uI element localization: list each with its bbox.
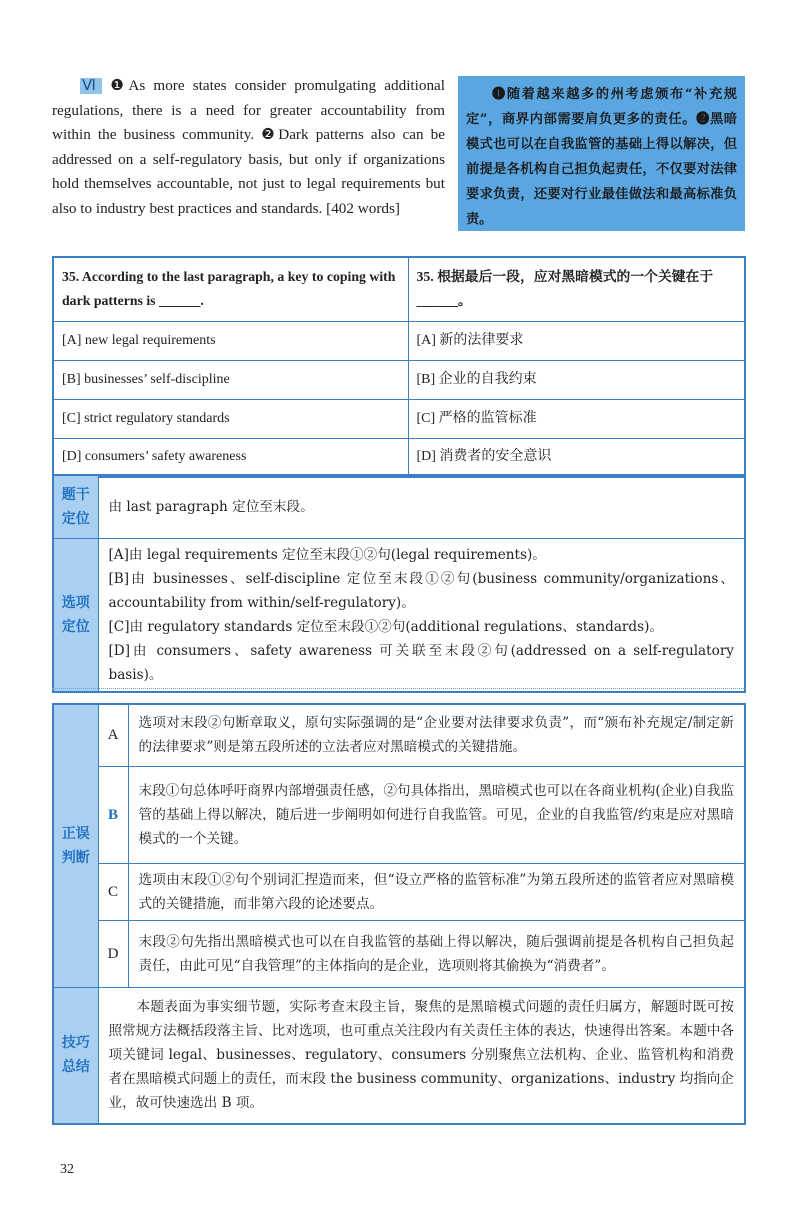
judge-text: 选项对末段②句断章取义，原句实际强调的是“企业要对法律要求负责”，而“颁布补充规定/制定新的法律要求”则是第五段所述的立法者应对黑暗模式的关键措施。 (128, 704, 745, 766)
option-d-en: [D] consumers’ safety awareness (53, 438, 408, 477)
judgement-label: 正误判断 (53, 704, 98, 987)
passage-english (52, 74, 445, 221)
option-a-en: [A] new legal requirements (53, 321, 408, 360)
locate-line: [B]由 businesses、self-discipline 定位至末段①②句(business community/organizations、accountability from within/self-regulatory)。 (108, 570, 734, 611)
judge-letter-correct: B (98, 766, 128, 863)
question-en: 35. According to the last paragraph, a key to coping with dark patterns is ______. (53, 257, 408, 321)
section-mark: Ⅵ (82, 78, 101, 94)
judge-letter: A (98, 704, 128, 766)
option-locate-text (98, 538, 745, 692)
judge-letter: C (98, 863, 128, 920)
option-locate-label: 选项定位 (53, 538, 98, 692)
option-d-cn: [D] 消费者的安全意识 (408, 438, 745, 477)
option-c-cn: [C] 严格的监管标准 (408, 399, 745, 438)
locate-line: [A]由 legal requirements 定位至末段①②句(legal requirements)。 (108, 546, 546, 563)
option-a-cn: [A] 新的法律要求 (408, 321, 745, 360)
tips-text: 本题表面为事实细节题，实际考查末段主旨，聚焦的是黑暗模式问题的责任归属方，解题时既可按照常规方法概括段落主旨、比对选项，也可重点关注段内有关责任主体的表达，快速得出答案。本题中各项关键词 legal、businesses、regulatory、consumers 分别聚焦立法机构、企业、监管机构和消费者在黑暗模式问题上的责任，而末段 the business community、organizations、industry 均指向企业，故可快速选出 B 项。 (98, 987, 745, 1124)
page-number: 32 (60, 1162, 74, 1177)
locate-table (52, 474, 746, 693)
tips-label: 技巧总结 (53, 987, 98, 1124)
option-b-cn: [B] 企业的自我约束 (408, 360, 745, 399)
locate-line: [D]由 consumers、safety awareness 可关联至末段②句(addressed on a self-regulatory basis)。 (108, 642, 734, 683)
passage-translation: ❶随着越来越多的州考虑颁布“补充规定”，商界内部需要肩负更多的责任。❷黑暗模式也可以在自我监管的基础上得以解决，但前提是各机构自己担负起责任，不仅要对法律要求负责，还要对行业最佳做法和最高标准负责。 (458, 76, 745, 231)
stem-locate-label: 题干定位 (53, 475, 98, 538)
locate-line: [C]由 regulatory standards 定位至末段①②句(additional regulations、standards)。 (108, 618, 664, 635)
judge-text: 末段①句总体呼吁商界内部增强责任感，②句具体指出，黑暗模式也可以在各商业机构(企业)自我监管的基础上得以解决，随后进一步阐明如何进行自我监管。可见，企业的自我监管/约束是应对黑暗模式的一个关键。 (128, 766, 745, 863)
judgement-table (52, 703, 746, 1125)
stem-locate-text: 由 last paragraph 定位至末段。 (98, 475, 745, 538)
option-c-en: [C] strict regulatory standards (53, 399, 408, 438)
divider (52, 688, 746, 689)
option-b-en: [B] businesses’ self-discipline (53, 360, 408, 399)
question-cn: 35. 根据最后一段，应对黑暗模式的一个关键在于______。 (408, 257, 745, 321)
judge-text: 末段②句先指出黑暗模式也可以在自我监管的基础上得以解决，随后强调前提是各机构自己担负起责任，由此可见“自我管理”的主体指向的是企业，选项则将其偷换为“消费者”。 (128, 920, 745, 987)
judge-letter: D (98, 920, 128, 987)
question-table (52, 256, 746, 478)
passage-text: ❶As more states consider promulgating additional regulations, there is a need for greater accountability from within the business community. ❷Dark patterns also can be addressed on a self-regulatory basis, but only if organizations hold themselves accountable, not just to legal requirements but also to industry best practices and standards. [402 words] (52, 77, 445, 217)
judge-text: 选项由末段①②句个别词汇捏造而来，但“设立严格的监管标准”为第五段所述的监管者应对黑暗模式的关键措施，而非第六段的论述要点。 (128, 863, 745, 920)
